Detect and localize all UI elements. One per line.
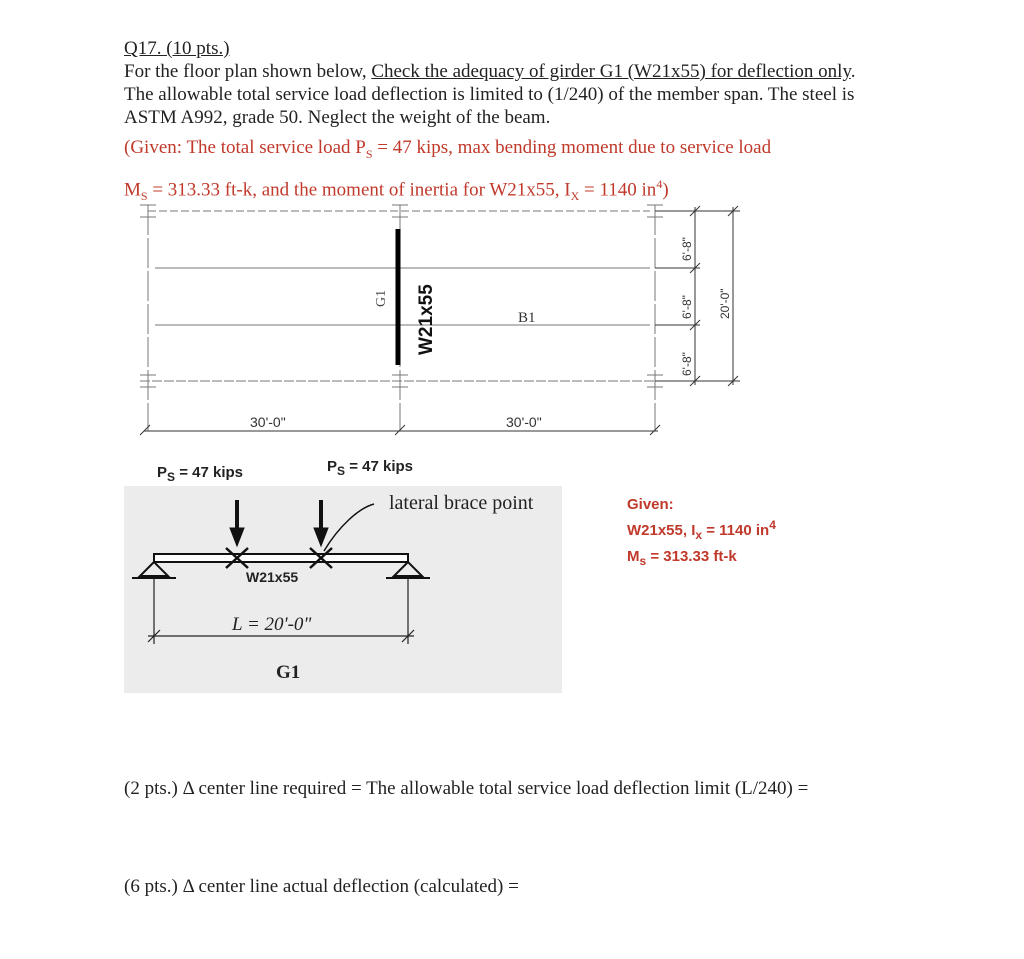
girder-mark: G1	[374, 289, 389, 307]
brace-leader	[324, 504, 374, 551]
question-header	[124, 37, 914, 129]
beam-diagram	[124, 486, 562, 693]
bay-dim-3: 6'-8"	[680, 352, 694, 376]
load-left-label: $P_S = 47$ kips	[157, 464, 243, 484]
given-box	[627, 494, 776, 572]
question-line-1-pre: For the floor plan shown below,	[124, 61, 372, 82]
given-ix-value: = 1140 in	[579, 179, 657, 201]
support-right	[394, 562, 422, 576]
question-line-1	[124, 60, 914, 83]
given-ms-sub: S	[140, 188, 148, 203]
question-line-3: ASTM A992, grade 50. Neglect the weight of the beam.	[124, 107, 551, 128]
floor-plan	[130, 195, 750, 445]
span-right-dim: 30'-0"	[506, 414, 542, 430]
given-box-line-1: W21x55, $I_x = 1140$ $in^4$	[627, 518, 776, 542]
given-ps-label: (Given: The total service load P	[124, 137, 366, 158]
given-ix-sup: 4	[656, 176, 663, 191]
question-line-2: The allowable total service load deflection is limited to (1/240) of the member span. The steel is	[124, 84, 855, 105]
given-box-line-2: $M_s = 313.33$ ft-k	[627, 548, 737, 568]
beam-mark: B1	[518, 310, 536, 326]
brace-label: lateral brace point	[389, 492, 534, 514]
girder-size: W21x55	[416, 284, 437, 355]
given-ms-label: M	[124, 179, 141, 201]
part-2-question: (6 pts.) Δ center line actual deflection (calculated) =	[124, 876, 519, 897]
given-line-1	[124, 133, 914, 169]
given-ms-value: = 313.33 ft-k, and the moment of inertia for W21x55, I	[147, 179, 571, 201]
bay-dim-1: 6'-8"	[680, 237, 694, 261]
given-ix-sub: X	[570, 188, 580, 203]
support-left	[140, 562, 168, 576]
total-dim: 20'-0"	[718, 288, 732, 319]
beam-section-label: W21x55	[246, 569, 299, 585]
span-left-dim: 30'-0"	[250, 414, 286, 430]
given-box-title: Given:	[627, 496, 674, 513]
member-label: G1	[276, 662, 301, 683]
part-1-question: (2 pts.) Δ center line required = The allowable total service load deflection limit (L/240) =	[124, 778, 809, 799]
question-line-1-post: .	[850, 61, 856, 82]
question-number: Q17. (10 pts.)	[124, 38, 230, 59]
span-label: L = 20'-0"	[232, 614, 312, 635]
given-ps-value: = 47 kips, max bending moment due to service load	[372, 137, 772, 158]
load-right-label: $P_S = 47$ kips	[327, 458, 413, 478]
bay-dim-2: 6'-8"	[680, 295, 694, 319]
beam-member	[154, 554, 408, 562]
given-ps-sub: S	[365, 146, 373, 161]
question-task: Check the adequacy of girder G1 (W21x55) for deflection only	[371, 61, 851, 82]
given-close: )	[662, 179, 669, 201]
